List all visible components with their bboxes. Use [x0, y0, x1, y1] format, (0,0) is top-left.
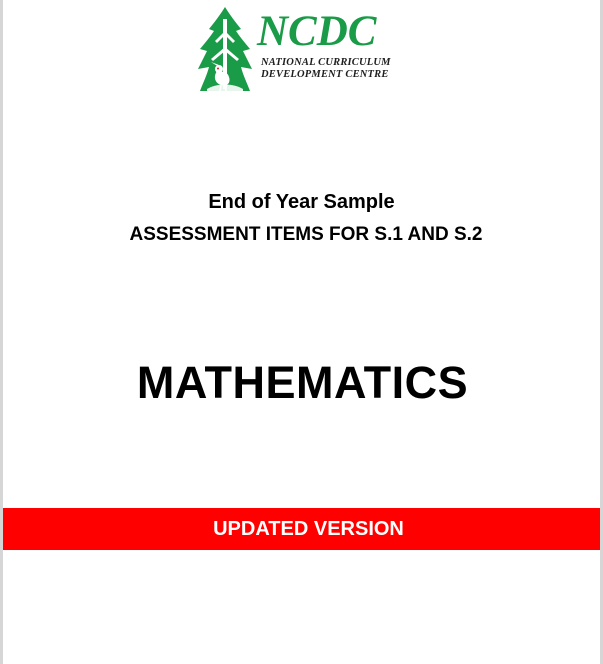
logo-subtitle-line2: DEVELOPMENT CENTRE — [261, 69, 389, 80]
subject-title: MATHEMATICS — [136, 357, 469, 408]
ncdc-emblem-icon — [197, 5, 253, 93]
updated-version-banner — [3, 508, 600, 550]
cover-line1: End of Year Sample — [208, 191, 395, 213]
cover-line2: ASSESSMENT ITEMS FOR S.1 AND S.2 — [129, 224, 483, 245]
logo-subtitle-line1: NATIONAL CURRICULUM — [261, 57, 391, 68]
ncdc-logo — [197, 5, 417, 93]
logo-wordmark: NCDC — [257, 8, 377, 55]
banner-text: UPDATED VERSION — [213, 518, 404, 540]
